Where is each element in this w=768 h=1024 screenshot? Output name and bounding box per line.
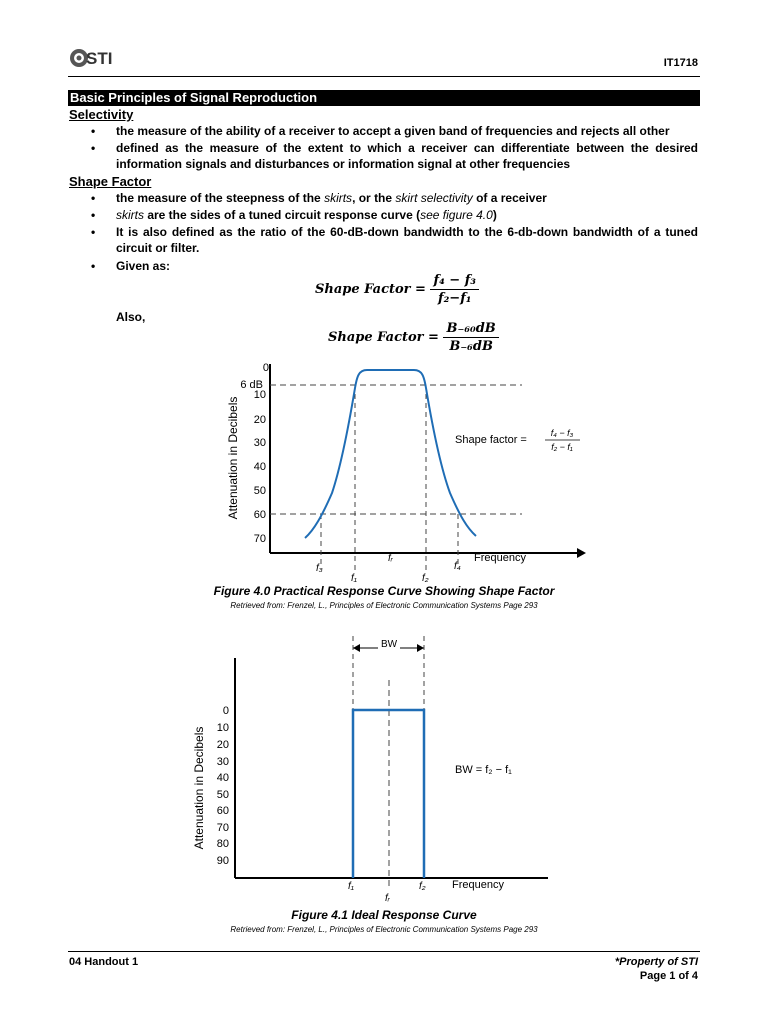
- formula-shape-factor-freq: Shape Factor = $\frac{\text{f₄ − f₃}}{\text{f₂−f₁}}$: [315, 273, 479, 306]
- f1-label: f₁: [348, 881, 354, 892]
- f2-label: f₂: [419, 881, 426, 892]
- practical-response-curve-figure: [222, 358, 602, 584]
- bullet-dot: •: [91, 225, 96, 239]
- bw-annotation: BW = f₂ − f₁: [455, 764, 512, 776]
- sti-logo-icon: [68, 47, 138, 69]
- y-tick-label: 70: [216, 822, 229, 834]
- shape-factor-heading: Shape Factor: [69, 174, 152, 189]
- shape-factor-annotation: Shape factor =: [455, 434, 527, 446]
- y-tick-label: 90: [216, 855, 229, 867]
- y-tick-label: 70: [253, 533, 266, 545]
- y-tick-label: 60: [216, 805, 229, 817]
- x-axis-arrow-icon: [577, 548, 586, 558]
- f4-label: f₄: [454, 561, 461, 572]
- f2-label: f₂: [422, 573, 429, 584]
- fr-label: fᵣ: [388, 553, 393, 564]
- sti-logo: [68, 47, 138, 69]
- response-curve: [305, 370, 476, 538]
- y-tick-label: 20: [253, 414, 266, 426]
- annotation-numerator: f₄ − f₃: [550, 428, 574, 438]
- y-tick-label: 40: [253, 461, 266, 473]
- header-rule: [68, 76, 700, 77]
- shape-factor-item: the measure of the steepness of the skirts, or the skirt selectivity of a receiver: [116, 191, 547, 205]
- course-code: IT1718: [663, 57, 698, 69]
- figure2-caption: Figure 4.1 Ideal Response Curve: [291, 908, 477, 922]
- figure1-source: Retrieved from: Frenzel, L., Principles of Electronic Communication Systems Page 293: [230, 601, 538, 610]
- marker-6db-label: 6 dB: [240, 379, 263, 391]
- y-tick-label: 50: [216, 789, 229, 801]
- footer-rule: [68, 951, 700, 952]
- bullet-dot: •: [91, 124, 96, 138]
- selectivity-item: defined as the measure of the extent to which a receiver can differentiate between the desired information signals and disturbances or information signal at other frequencies: [116, 141, 698, 171]
- bullet-dot: •: [91, 208, 96, 222]
- selectivity-item: the measure of the ability of a receiver to accept a given band of frequencies and rejects all other: [116, 124, 670, 138]
- y-tick-label: 10: [216, 722, 229, 734]
- bw-arrow-left-icon: [353, 644, 360, 652]
- x-axis-label: Frequency: [452, 879, 504, 891]
- f3-label: f₃: [316, 563, 323, 574]
- shape-factor-item: skirts are the sides of a tuned circuit response curve (see figure 4.0): [116, 208, 497, 222]
- y-tick-label: 30: [253, 437, 266, 449]
- y-axis-label: Attenuation in Decibels: [226, 396, 240, 520]
- y-tick-label: 0: [262, 362, 269, 374]
- footer-handout: 04 Handout 1: [69, 956, 139, 968]
- y-tick-label: 40: [216, 772, 229, 784]
- bw-label: BW: [380, 639, 398, 650]
- shape-factor-item: It is also defined as the ratio of the 60-dB-down bandwidth to the 6-db-down bandwidth of a tuned circuit or filter.: [116, 225, 698, 255]
- section-title: Basic Principles of Signal Reproduction: [68, 90, 700, 106]
- bullet-dot: •: [91, 141, 96, 155]
- bullet-dot: •: [91, 191, 96, 205]
- y-tick-label: 0: [222, 705, 229, 717]
- bullet-dot: •: [91, 259, 96, 273]
- y-tick-label: 30: [216, 756, 229, 768]
- x-axis-label: Frequency: [474, 552, 526, 564]
- y-tick-label: 10: [253, 389, 266, 401]
- logo-text: STI: [86, 49, 113, 68]
- annotation-denominator: f₂ − f₁: [551, 442, 573, 452]
- figure2-source: Retrieved from: Frenzel, L., Principles of Electronic Communication Systems Page 293: [230, 925, 538, 934]
- y-tick-label: 20: [216, 739, 229, 751]
- figure1-caption: Figure 4.0 Practical Response Curve Showing Shape Factor: [213, 584, 555, 598]
- y-tick-label: 80: [216, 838, 229, 850]
- y-axis-label: Attenuation in Decibels: [192, 726, 206, 850]
- footer-page-number: Page 1 of 4: [639, 970, 698, 982]
- fr-label: fᵣ: [385, 893, 390, 903]
- also-label: Also,: [116, 310, 146, 324]
- bw-arrow-right-icon: [417, 644, 424, 652]
- footer-property: *Property of STI: [614, 956, 698, 968]
- formula-shape-factor-bw: Shape Factor = $\frac{\text{B₋₆₀dB}}{\text{B₋₆dB}}$: [328, 321, 499, 354]
- ideal-response-curve-figure: [185, 628, 565, 903]
- selectivity-heading: Selectivity: [69, 107, 134, 122]
- shape-factor-item: Given as:: [116, 259, 171, 273]
- f1-label: f₁: [351, 573, 357, 584]
- y-tick-label: 50: [253, 485, 266, 497]
- y-tick-label: 60: [253, 509, 266, 521]
